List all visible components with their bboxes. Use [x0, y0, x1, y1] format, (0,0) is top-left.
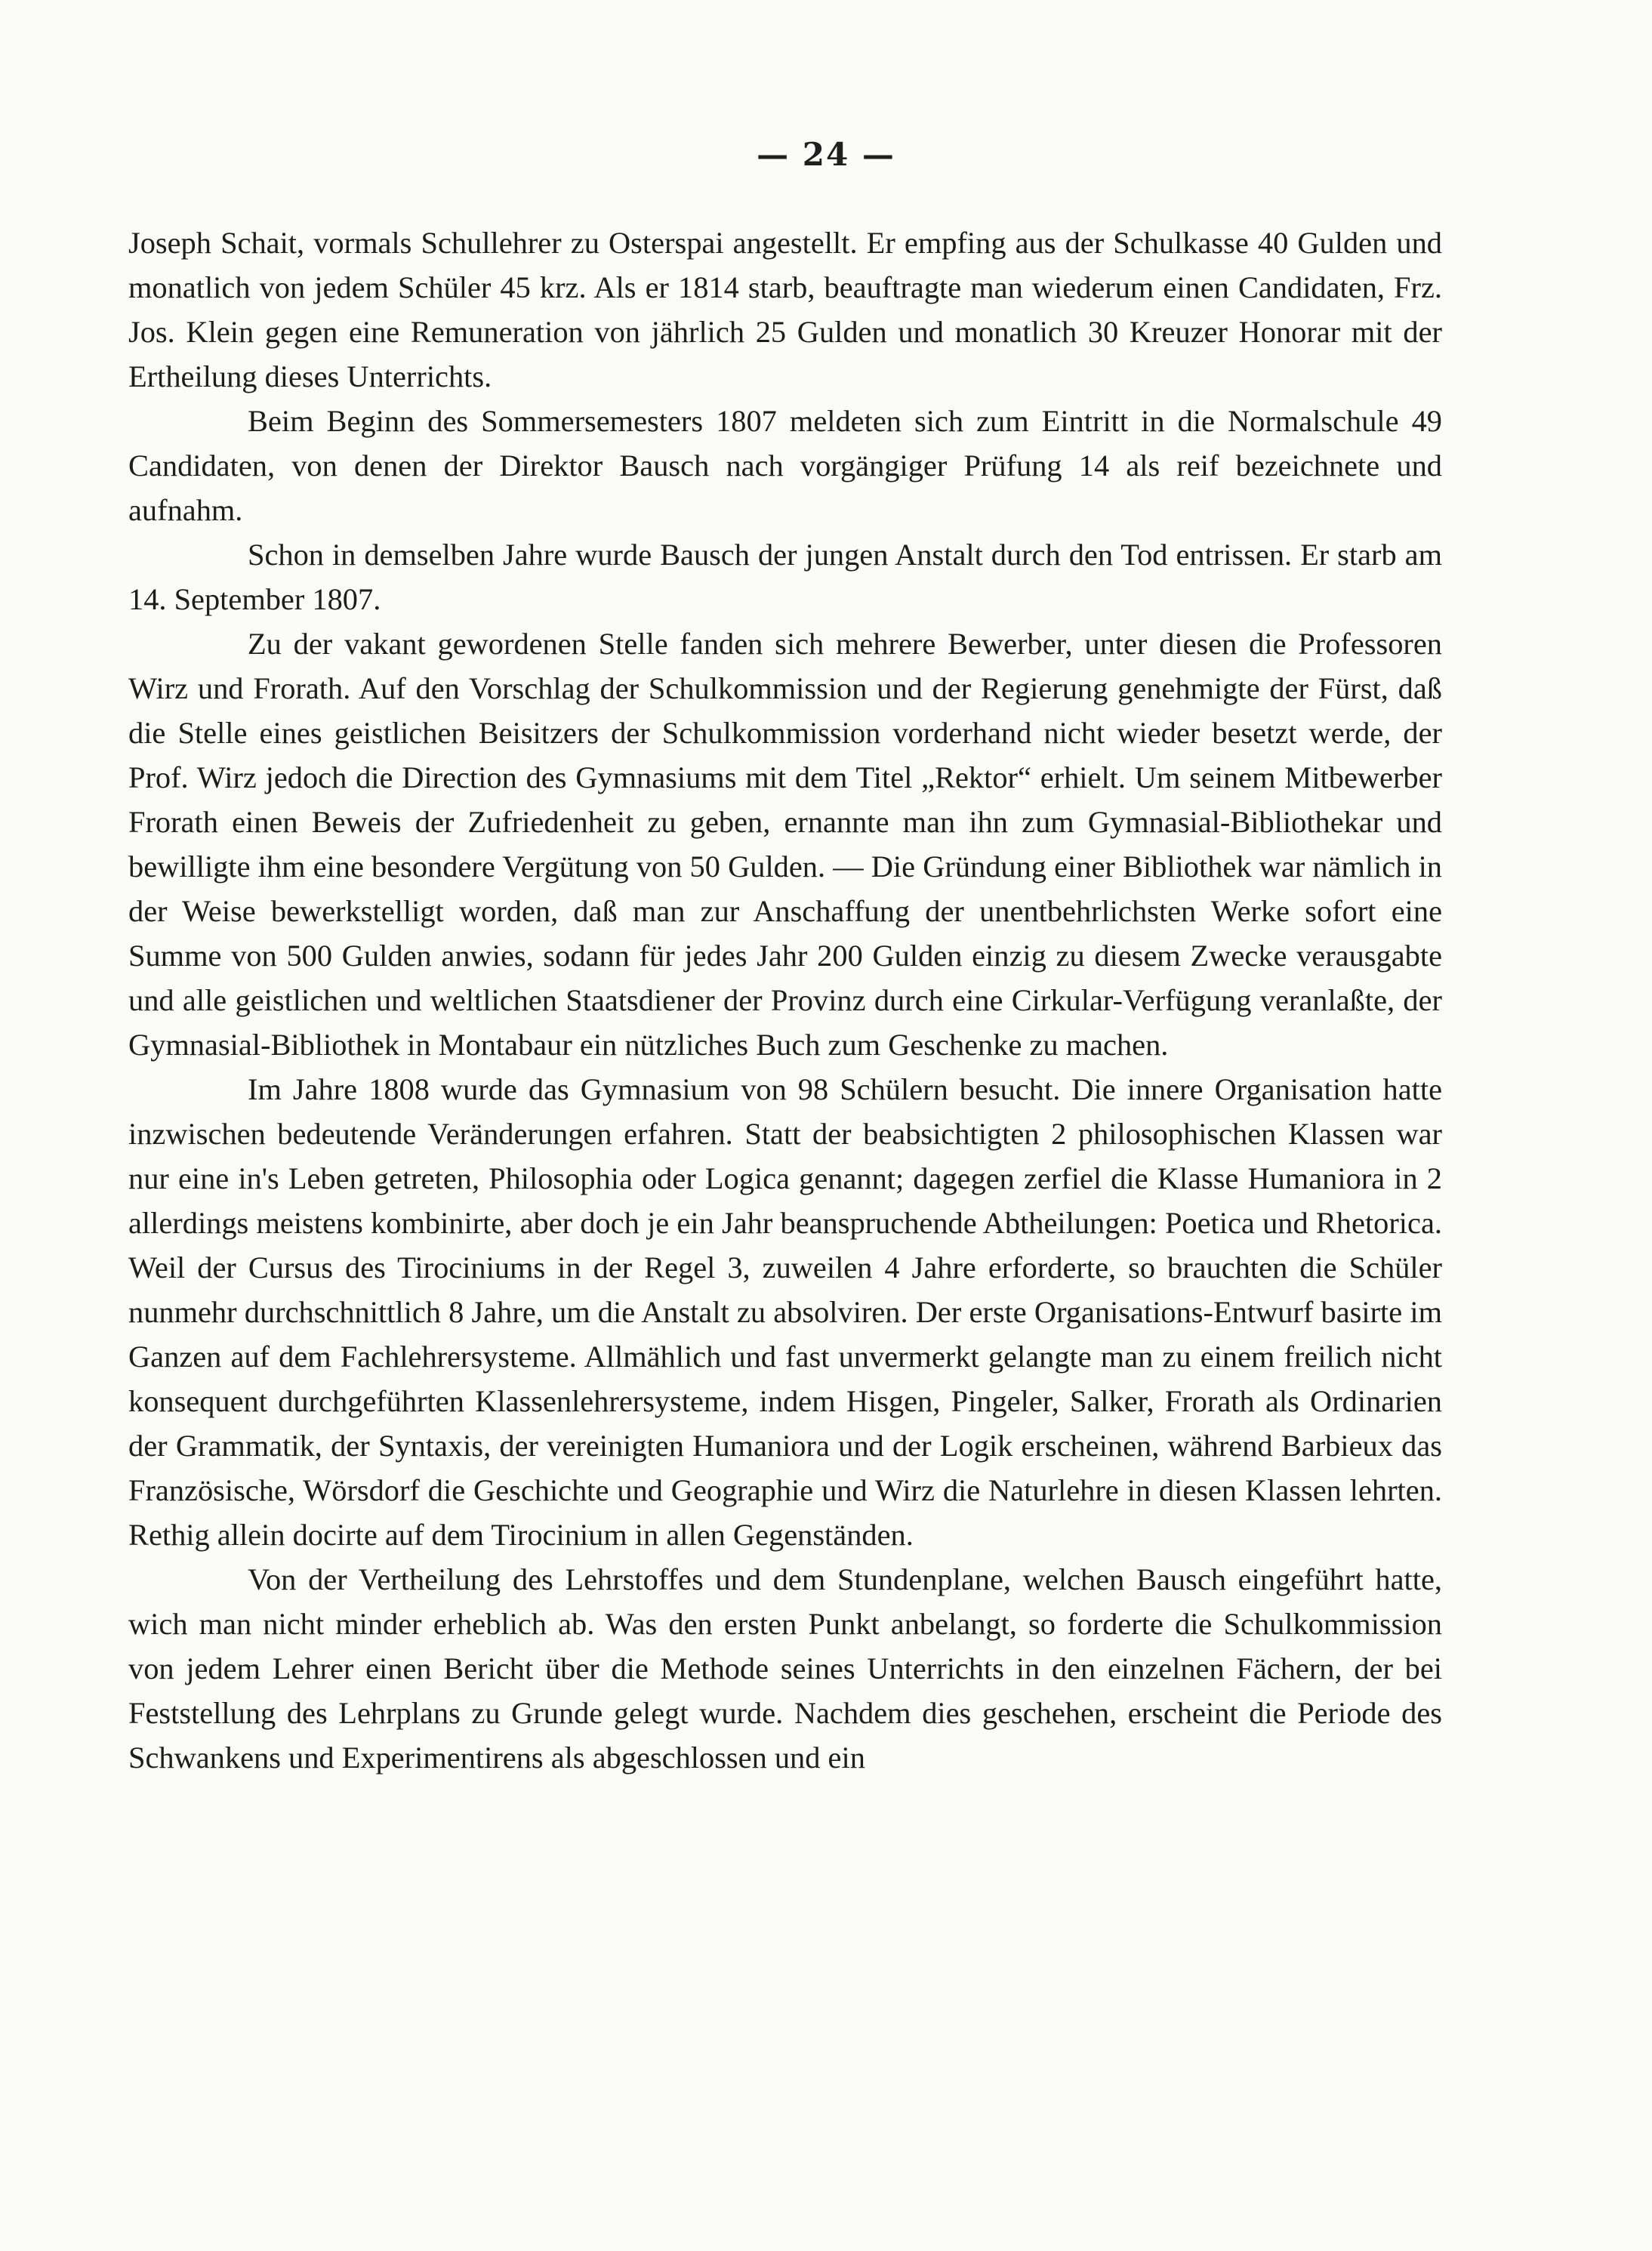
- page-number: — 24 —: [757, 136, 895, 173]
- paragraph-2: Beim Beginn des Sommersemesters 1807 meldeten sich zum Eintritt in die Normalschule 49 Candidaten, von denen der Direktor Bausch nach vorgängiger Prüfung 14 als reif bezeichnete und aufnahm.: [128, 404, 1442, 527]
- body-text: [128, 220, 1442, 1780]
- paragraph-5: Im Jahre 1808 wurde das Gymnasium von 98 Schülern besucht. Die innere Organisation hatte inzwischen bedeutende Veränderungen erfahren. Statt der beabsichtigten 2 philosophischen Klassen war nur eine in's Leben getreten, Philosophia oder Logica genannt; dagegen zerfiel die Klasse Humaniora in 2 allerdings meistens kombinirte, aber doch je ein Jahr beanspruchende Abtheilungen: Poetica und Rhetorica. Weil der Cursus des Tirociniums in der Regel 3, zuweilen 4 Jahre erforderte, so brauchten die Schüler nunmehr durchschnittlich 8 Jahre, um die Anstalt zu absolviren. Der erste Organisations-Entwurf basirte im Ganzen auf dem Fachlehrersysteme. Allmählich und fast unvermerkt gelangte man zu einem freilich nicht konsequent durchgeführten Klassenlehrersysteme, indem Hisgen, Pingeler, Salker, Frorath als Ordinarien der Grammatik, der Syntaxis, der vereinigten Humaniora und der Logik erscheinen, während Barbieux das Französische, Wörsdorf die Geschichte und Geographie und Wirz die Naturlehre in diesen Klassen lehrten. Rethig allein docirte auf dem Tirocinium in allen Gegenständen.: [128, 1072, 1442, 1552]
- paragraph-1: Joseph Schait, vormals Schullehrer zu Osterspai angestellt. Er empfing aus der Schulkasse 40 Gulden und monatlich von jedem Schüler 45 krz. Als er 1814 starb, beauftragte man wiederum einen Candidaten, Frz. Jos. Klein gegen eine Remuneration von jährlich 25 Gulden und monatlich 30 Kreuzer Honorar mit der Ertheilung dieses Unterrichts.: [128, 226, 1442, 393]
- paragraph-6: Von der Vertheilung des Lehrstoffes und dem Stundenplane, welchen Bausch eingeführt hatte, wich man nicht minder erheblich ab. Was den ersten Punkt anbelangt, so forderte die Schulkommission von jedem Lehrer einen Bericht über die Methode seines Unterrichts in den einzelnen Fächern, der bei Feststellung des Lehrplans zu Grunde gelegt wurde. Nachdem dies geschehen, erscheint die Periode des Schwankens und Experimentirens als abgeschlossen und ein: [128, 1562, 1442, 1775]
- paragraph-3: Schon in demselben Jahre wurde Bausch der jungen Anstalt durch den Tod entrissen. Er starb am 14. September 1807.: [128, 538, 1442, 616]
- paragraph-4: Zu der vakant gewordenen Stelle fanden sich mehrere Bewerber, unter diesen die Professoren Wirz und Frorath. Auf den Vorschlag der Schulkommission und der Regierung genehmigte der Fürst, daß die Stelle eines geistlichen Beisitzers der Schulkommission vorderhand nicht wieder besetzt werde, der Prof. Wirz jedoch die Direction des Gymnasiums mit dem Titel „Rektor“ erhielt. Um seinem Mitbewerber Frorath einen Beweis der Zufriedenheit zu geben, ernannte man ihn zum Gymnasial-Bibliothekar und bewilligte ihm eine besondere Vergütung von 50 Gulden. — Die Gründung einer Bibliothek war nämlich in der Weise bewerkstelligt worden, daß man zur Anschaffung der unentbehrlichsten Werke sofort eine Summe von 500 Gulden anwies, sodann für jedes Jahr 200 Gulden einzig zu diesem Zwecke verausgabte und alle geistlichen und weltlichen Staatsdiener der Provinz durch eine Cirkular-Verfügung veranlaßte, der Gymnasial-Bibliothek in Montabaur ein nützliches Buch zum Geschenke zu machen.: [128, 627, 1442, 1062]
